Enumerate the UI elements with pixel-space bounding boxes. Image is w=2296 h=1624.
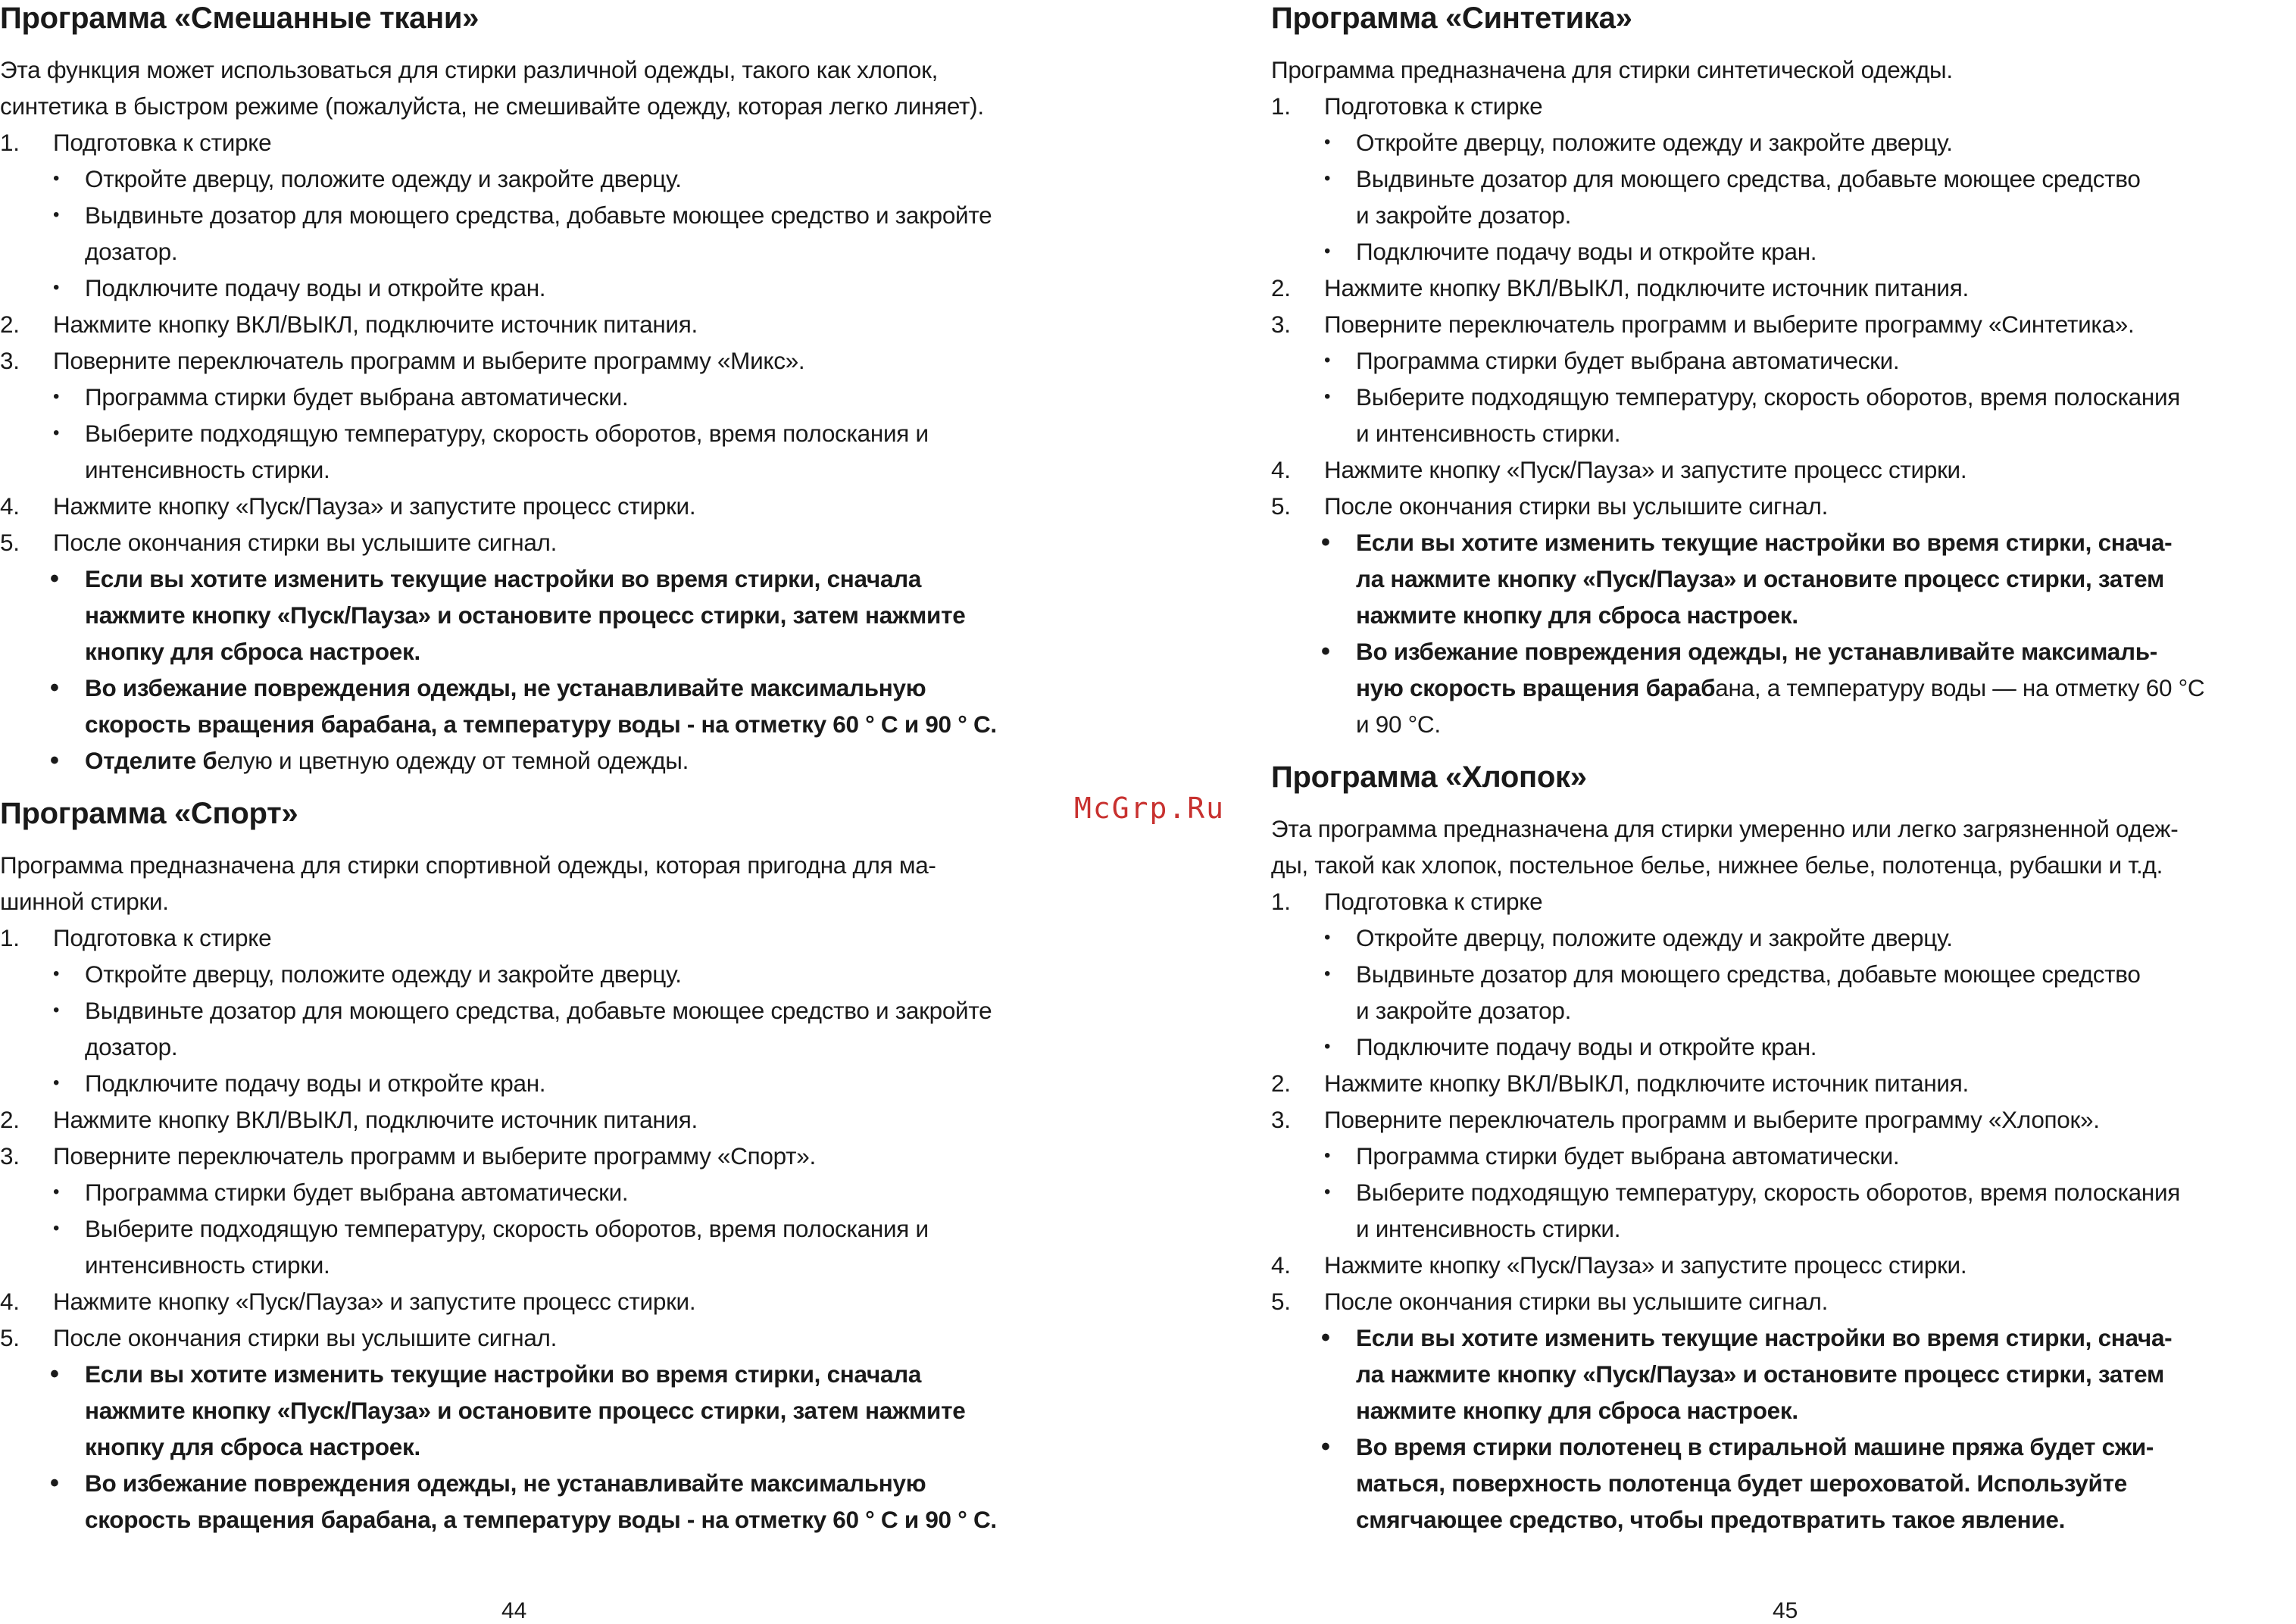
step-text: Нажмите кнопку «Пуск/Пауза» и запустите процесс стирки. xyxy=(1324,1251,1967,1279)
warning-continuation xyxy=(0,1392,1030,1429)
bullet-continuation xyxy=(0,1029,1030,1065)
warning-continuation xyxy=(1271,670,2286,706)
warning-text: нажмите кнопку для сброса настроек. xyxy=(1356,1397,1798,1424)
step-number: 4. xyxy=(1271,1251,1291,1279)
step-item xyxy=(1271,1283,2286,1320)
step-item xyxy=(1271,270,2286,306)
warning-item xyxy=(0,1465,1030,1501)
bullet-item xyxy=(0,1174,1030,1210)
bullet-icon: • xyxy=(1324,386,1331,407)
bullet-text: и интенсивность стирки. xyxy=(1356,1215,1621,1242)
bullet-icon: • xyxy=(1324,927,1331,948)
warning-text: кнопку для сброса настроек. xyxy=(85,638,420,665)
bullet-icon: • xyxy=(53,1218,60,1238)
bullet-text: Подключите подачу воды и откройте кран. xyxy=(85,274,546,301)
step-text: Поверните переключатель программ и выберите программу «Спорт». xyxy=(53,1142,816,1170)
left-page xyxy=(0,0,1030,1538)
step-text: Нажмите кнопку «Пуск/Пауза» и запустите процесс стирки. xyxy=(53,492,696,520)
step-item xyxy=(0,1320,1030,1356)
step-text: Подготовка к стирке xyxy=(53,129,272,156)
bullet-icon: • xyxy=(53,205,60,225)
warning-text: нажмите кнопку «Пуск/Пауза» и остановите процесс стирки, затем нажмите xyxy=(85,1397,966,1424)
bullet-icon: • xyxy=(1321,637,1330,666)
bullet-text: и закройте дозатор. xyxy=(1356,201,1572,229)
bullet-icon: • xyxy=(53,386,60,407)
bullet-icon: • xyxy=(50,564,59,593)
bullet-icon: • xyxy=(53,277,60,298)
bullet-text: Программа стирки будет выбрана автоматически. xyxy=(85,383,629,411)
step-text: Нажмите кнопку ВКЛ/ВЫКЛ, подключите источник питания. xyxy=(53,311,698,338)
bullet-text: интенсивность стирки. xyxy=(85,1251,330,1279)
step-number: 3. xyxy=(1271,311,1291,338)
bullet-icon: • xyxy=(1324,963,1331,984)
bullet-text: Откройте дверцу, положите одежду и закройте дверцу. xyxy=(1356,924,1953,951)
bullet-icon: • xyxy=(1321,1432,1330,1461)
step-text: Подготовка к стирке xyxy=(1324,92,1543,120)
warning-continuation xyxy=(0,597,1030,633)
bullet-icon: • xyxy=(1324,1182,1331,1202)
step-text: Нажмите кнопку «Пуск/Пауза» и запустите процесс стирки. xyxy=(53,1288,696,1315)
step-item xyxy=(1271,451,2286,488)
bullet-icon: • xyxy=(50,746,59,775)
page-number-left: 44 xyxy=(501,1598,527,1623)
step-text: Подготовка к стирке xyxy=(1324,888,1543,915)
intro-line: Программа предназначена для стирки спортивной одежды, которая пригодна для ма- xyxy=(0,851,936,879)
step-text: Нажмите кнопку ВКЛ/ВЫКЛ, подключите источник питания. xyxy=(1324,274,1969,301)
bullet-item xyxy=(1271,233,2286,270)
bullet-item xyxy=(1271,1174,2286,1210)
bullet-item xyxy=(0,197,1030,233)
warning-continuation xyxy=(1271,597,2286,633)
bullet-item xyxy=(1271,1138,2286,1174)
warning-text: Во избежание повреждения одежды, не устанавливайте максимальную xyxy=(85,1469,926,1497)
bullet-icon: • xyxy=(53,423,60,443)
warning-text: Если вы хотите изменить текущие настройки во время стирки, снача- xyxy=(1356,529,2173,556)
step-text: Нажмите кнопку ВКЛ/ВЫКЛ, подключите источник питания. xyxy=(53,1106,698,1133)
bullet-text: Подключите подачу воды и откройте кран. xyxy=(1356,1033,1817,1060)
intro-line: синтетика в быстром режиме (пожалуйста, не смешивайте одежду, которая легко линяет). xyxy=(0,92,984,120)
step-number: 5. xyxy=(0,1324,20,1351)
step-text: Нажмите кнопку ВКЛ/ВЫКЛ, подключите источник питания. xyxy=(1324,1070,1969,1097)
warning-item xyxy=(1271,633,2286,670)
step-item xyxy=(0,1138,1030,1174)
bullet-item xyxy=(0,1210,1030,1247)
warning-continuation xyxy=(1271,1501,2286,1538)
warning-bold-part: Отделите б xyxy=(85,747,217,774)
warning-text xyxy=(85,742,689,779)
bullet-text: Выберите подходящую температуру, скорость оборотов, время полоскания xyxy=(1356,383,2181,411)
bullet-text: Откройте дверцу, положите одежду и закройте дверцу. xyxy=(85,165,682,192)
step-text: После окончания стирки вы услышите сигнал. xyxy=(53,529,558,556)
step-item xyxy=(1271,1101,2286,1138)
bullet-item xyxy=(1271,342,2286,379)
warning-continuation xyxy=(1271,561,2286,597)
section-title-sport: Программа «Спорт» xyxy=(0,797,298,830)
warning-text: ла нажмите кнопку «Пуск/Пауза» и остановите процесс стирки, затем xyxy=(1356,565,2164,592)
warning-text: и 90 °С. xyxy=(1356,710,1441,738)
bullet-icon: • xyxy=(1321,528,1330,557)
bullet-icon: • xyxy=(50,673,59,702)
bullet-icon: • xyxy=(1324,1036,1331,1057)
bullet-text: дозатор. xyxy=(85,1033,178,1060)
warning-continuation xyxy=(1271,1465,2286,1501)
step-number: 5. xyxy=(1271,1288,1291,1315)
bullet-continuation xyxy=(0,1247,1030,1283)
section-title-synthetics: Программа «Синтетика» xyxy=(1271,2,1632,35)
step-item xyxy=(1271,883,2286,920)
warning-text: скорость вращения барабана, а температуру воды - на отметку 60 ° С и 90 ° С. xyxy=(85,1506,997,1533)
step-number: 4. xyxy=(0,492,20,520)
step-item xyxy=(1271,306,2286,342)
bullet-icon: • xyxy=(50,1469,59,1498)
step-number: 4. xyxy=(1271,456,1291,483)
step-number: 2. xyxy=(0,311,20,338)
warning-continuation xyxy=(0,1501,1030,1538)
step-number: 3. xyxy=(1271,1106,1291,1133)
bullet-text: и закройте дозатор. xyxy=(1356,997,1572,1024)
warning-text: нажмите кнопку «Пуск/Пауза» и остановите процесс стирки, затем нажмите xyxy=(85,601,966,629)
intro-line: Эта программа предназначена для стирки умеренно или легко загрязненной одеж- xyxy=(1271,815,2179,842)
warning-item xyxy=(1271,524,2286,561)
bullet-continuation xyxy=(1271,415,2286,451)
bullet-text: Выберите подходящую температуру, скорость оборотов, время полоскания и xyxy=(85,420,929,447)
warning-item xyxy=(0,1356,1030,1392)
warning-text: кнопку для сброса настроек. xyxy=(85,1433,420,1460)
step-item xyxy=(0,1283,1030,1320)
step-text: После окончания стирки вы услышите сигнал. xyxy=(1324,1288,1829,1315)
bullet-text: интенсивность стирки. xyxy=(85,456,330,483)
step-number: 1. xyxy=(0,129,20,156)
intro-line: Эта функция может использоваться для стирки различной одежды, такого как хлопок, xyxy=(0,56,939,83)
bullet-item xyxy=(1271,956,2286,992)
step-text: После окончания стирки вы услышите сигнал. xyxy=(1324,492,1829,520)
warning-item xyxy=(1271,1320,2286,1356)
step-number: 1. xyxy=(1271,888,1291,915)
bullet-text: Выдвиньте дозатор для моющего средства, добавьте моющее средство xyxy=(1356,960,2141,988)
bullet-item xyxy=(1271,124,2286,161)
bullet-item xyxy=(1271,1029,2286,1065)
step-item xyxy=(1271,1247,2286,1283)
warning-text: Если вы хотите изменить текущие настройки во время стирки, сначала xyxy=(85,565,922,592)
bullet-item xyxy=(0,270,1030,306)
bullet-text: Выберите подходящую температуру, скорость оборотов, время полоскания и xyxy=(85,1215,929,1242)
bullet-continuation xyxy=(1271,1210,2286,1247)
bullet-icon: • xyxy=(1324,241,1331,261)
bullet-item xyxy=(0,992,1030,1029)
warning-regular-part: ана, а температуру воды — на отметку 60 °С xyxy=(1715,674,2205,701)
step-number: 5. xyxy=(1271,492,1291,520)
step-text: Поверните переключатель программ и выберите программу «Синтетика». xyxy=(1324,311,2135,338)
warning-text: нажмите кнопку для сброса настроек. xyxy=(1356,601,1798,629)
warning-text: маться, поверхность полотенца будет шероховатой. Используйте xyxy=(1356,1469,2127,1497)
bullet-text: Программа стирки будет выбрана автоматически. xyxy=(85,1179,629,1206)
step-item xyxy=(0,306,1030,342)
bullet-continuation xyxy=(1271,992,2286,1029)
warning-text: Во избежание повреждения одежды, не устанавливайте максималь- xyxy=(1356,638,2157,665)
warning-item xyxy=(1271,1429,2286,1465)
bullet-text: Программа стирки будет выбрана автоматически. xyxy=(1356,347,1900,374)
step-text: Нажмите кнопку «Пуск/Пауза» и запустите процесс стирки. xyxy=(1324,456,1967,483)
bullet-text: Откройте дверцу, положите одежду и закройте дверцу. xyxy=(1356,129,1953,156)
warning-text: Если вы хотите изменить текущие настройки во время стирки, снача- xyxy=(1356,1324,2173,1351)
bullet-item xyxy=(1271,161,2286,197)
warning-text: скорость вращения барабана, а температуру воды - на отметку 60 ° С и 90 ° С. xyxy=(85,710,997,738)
warning-text: Во время стирки полотенец в стиральной машине пряжа будет сжи- xyxy=(1356,1433,2154,1460)
watermark: McGrp.Ru xyxy=(1074,792,1226,825)
bullet-item xyxy=(1271,920,2286,956)
step-item xyxy=(0,524,1030,561)
warning-text: смягчающее средство, чтобы предотвратить такое явление. xyxy=(1356,1506,2066,1533)
step-item xyxy=(1271,488,2286,524)
bullet-continuation xyxy=(1271,197,2286,233)
bullet-item xyxy=(0,415,1030,451)
page-number-right: 45 xyxy=(1773,1598,1798,1623)
bullet-text: Выберите подходящую температуру, скорость оборотов, время полоскания xyxy=(1356,1179,2181,1206)
bullet-icon: • xyxy=(53,168,60,189)
warning-continuation xyxy=(0,1429,1030,1465)
bullet-text: Выдвиньте дозатор для моющего средства, добавьте моющее средство и закройте xyxy=(85,201,992,229)
warning-continuation xyxy=(0,633,1030,670)
bullet-continuation xyxy=(0,451,1030,488)
bullet-text: и интенсивность стирки. xyxy=(1356,420,1621,447)
bullet-text: Выдвиньте дозатор для моющего средства, добавьте моющее средство и закройте xyxy=(85,997,992,1024)
warning-text: Во избежание повреждения одежды, не устанавливайте максимальную xyxy=(85,674,926,701)
warning-regular-part: елую и цветную одежду от темной одежды. xyxy=(217,747,689,774)
step-number: 3. xyxy=(0,347,20,374)
warning-item xyxy=(0,742,1030,779)
bullet-item xyxy=(0,161,1030,197)
bullet-text: Подключите подачу воды и откройте кран. xyxy=(1356,238,1817,265)
bullet-icon: • xyxy=(1324,350,1331,370)
warning-item xyxy=(0,670,1030,706)
step-text: Поверните переключатель программ и выберите программу «Хлопок». xyxy=(1324,1106,2100,1133)
step-text: После окончания стирки вы услышите сигнал. xyxy=(53,1324,558,1351)
bullet-text: Откройте дверцу, положите одежду и закройте дверцу. xyxy=(85,960,682,988)
bullet-item xyxy=(0,1065,1030,1101)
warning-text: Если вы хотите изменить текущие настройки во время стирки, сначала xyxy=(85,1360,922,1388)
warning-text xyxy=(1356,670,2204,706)
warning-item xyxy=(0,561,1030,597)
bullet-icon: • xyxy=(53,963,60,984)
step-item xyxy=(0,1101,1030,1138)
step-item xyxy=(0,488,1030,524)
step-number: 5. xyxy=(0,529,20,556)
step-item xyxy=(0,920,1030,956)
bullet-icon: • xyxy=(53,1000,60,1020)
bullet-text: Подключите подачу воды и откройте кран. xyxy=(85,1070,546,1097)
warning-text: ла нажмите кнопку «Пуск/Пауза» и остановите процесс стирки, затем xyxy=(1356,1360,2164,1388)
bullet-item xyxy=(0,379,1030,415)
bullet-item xyxy=(0,956,1030,992)
bullet-icon: • xyxy=(50,1360,59,1388)
step-number: 4. xyxy=(0,1288,20,1315)
step-number: 2. xyxy=(1271,274,1291,301)
step-text: Подготовка к стирке xyxy=(53,924,272,951)
section-title-mixed: Программа «Смешанные ткани» xyxy=(0,2,480,35)
warning-bold-part: ную скорость вращения бараб xyxy=(1356,674,1716,701)
bullet-text: Выдвиньте дозатор для моющего средства, добавьте моющее средство xyxy=(1356,165,2141,192)
warning-continuation xyxy=(1271,1392,2286,1429)
warning-continuation xyxy=(1271,706,2286,742)
step-item xyxy=(0,342,1030,379)
intro-line: шинной стирки. xyxy=(0,888,169,915)
bullet-icon: • xyxy=(1324,132,1331,152)
step-number: 1. xyxy=(0,924,20,951)
right-page xyxy=(1271,0,2286,1538)
step-text: Поверните переключатель программ и выберите программу «Микс». xyxy=(53,347,805,374)
step-item xyxy=(1271,88,2286,124)
step-item xyxy=(1271,1065,2286,1101)
bullet-icon: • xyxy=(53,1073,60,1093)
step-number: 3. xyxy=(0,1142,20,1170)
bullet-item xyxy=(1271,379,2286,415)
warning-continuation xyxy=(1271,1356,2286,1392)
intro-line: ды, такой как хлопок, постельное белье, нижнее белье, полотенца, рубашки и т.д. xyxy=(1271,851,2163,879)
bullet-icon: • xyxy=(1321,1323,1330,1352)
bullet-text: дозатор. xyxy=(85,238,178,265)
step-number: 2. xyxy=(1271,1070,1291,1097)
warning-continuation xyxy=(0,706,1030,742)
section-title-cotton: Программа «Хлопок» xyxy=(1271,760,1587,794)
intro-line: Программа предназначена для стирки синтетической одежды. xyxy=(1271,56,1953,83)
bullet-icon: • xyxy=(1324,168,1331,189)
bullet-text: Программа стирки будет выбрана автоматически. xyxy=(1356,1142,1900,1170)
bullet-icon: • xyxy=(1324,1145,1331,1166)
bullet-continuation xyxy=(0,233,1030,270)
bullet-icon: • xyxy=(53,1182,60,1202)
step-number: 1. xyxy=(1271,92,1291,120)
step-item xyxy=(0,124,1030,161)
step-number: 2. xyxy=(0,1106,20,1133)
